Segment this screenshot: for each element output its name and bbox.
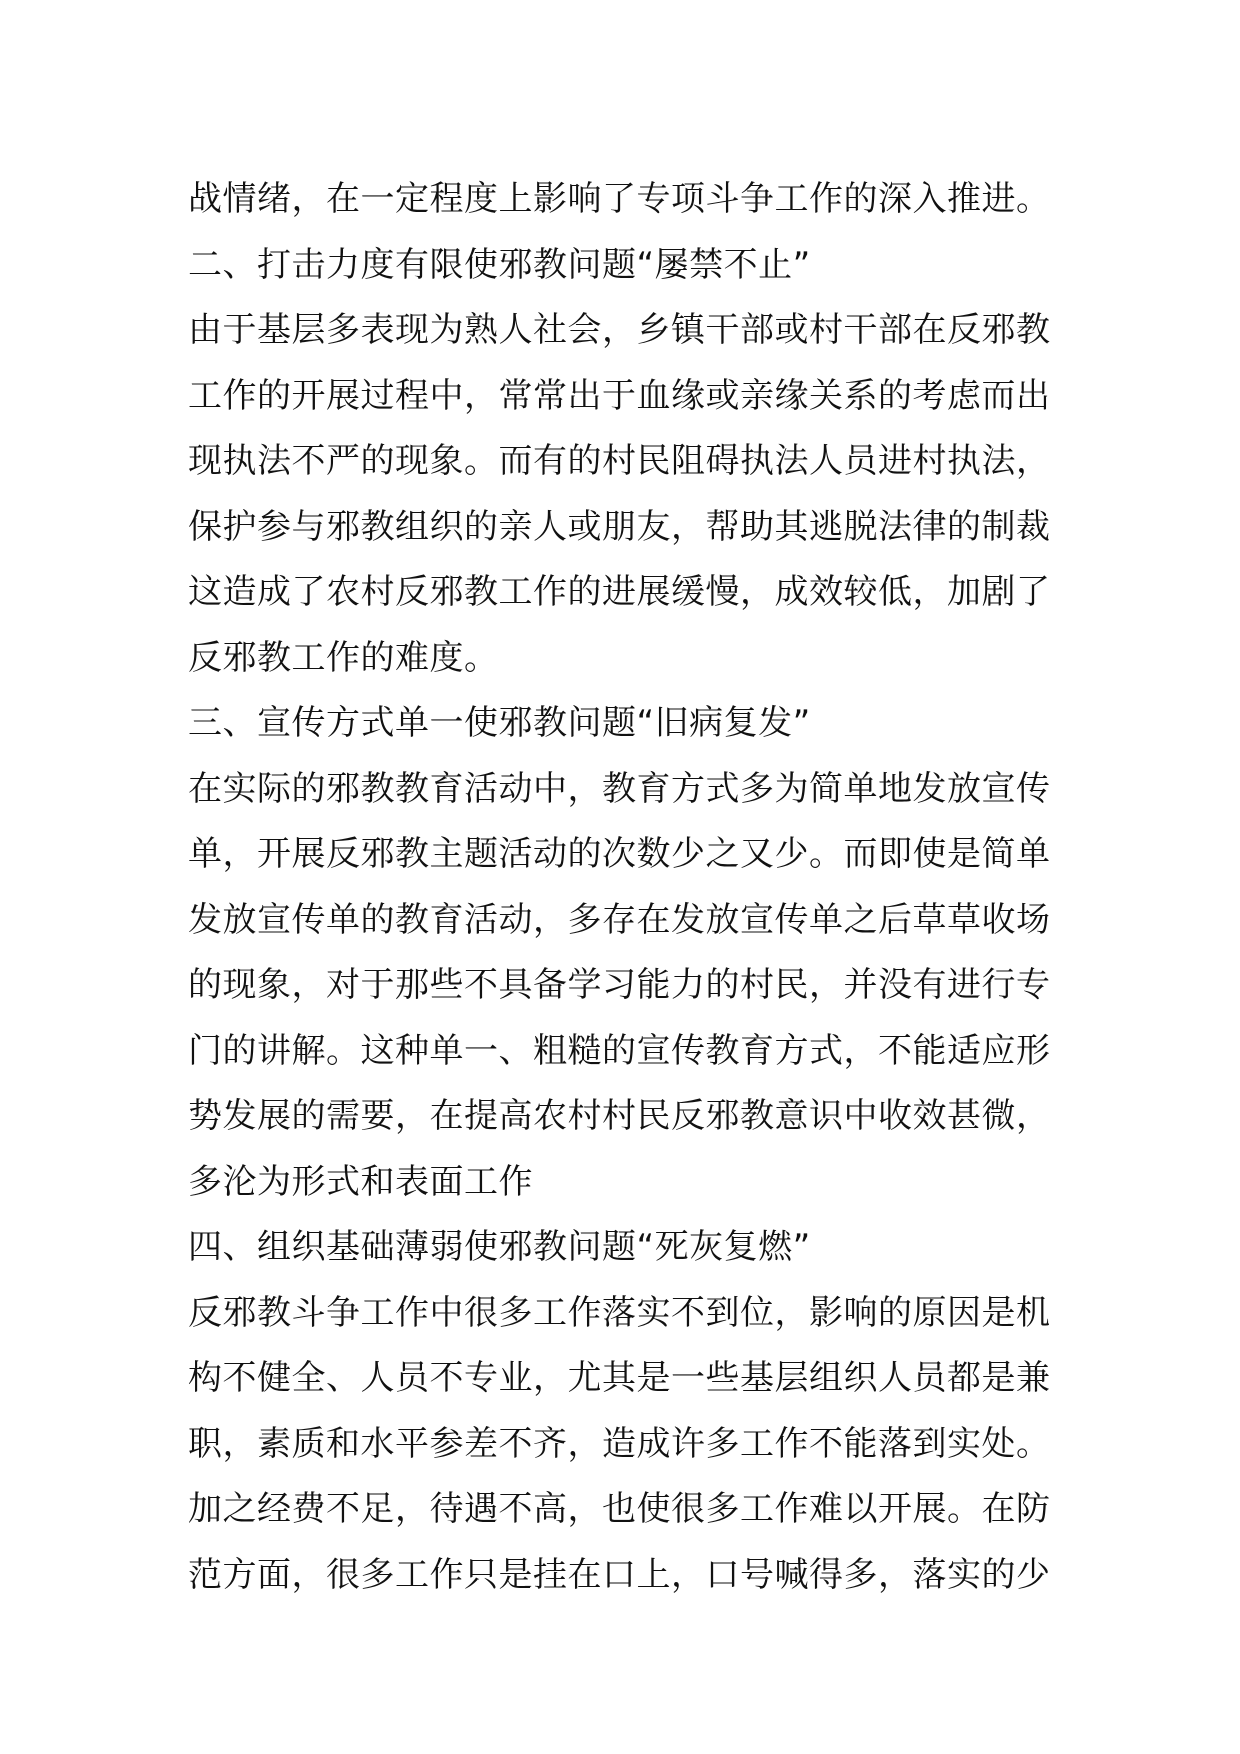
section-heading: 二、打击力度有限使邪教问题“屡禁不止” <box>188 244 811 285</box>
text-line: 加之经费不足，待遇不高，也使很多工作难以开展。在防 <box>188 1489 1051 1529</box>
text-line: 构不健全、人员不专业，尤其是一些基层组织人员都是兼 <box>188 1358 1051 1398</box>
text-line: 门的讲解。这种单一、粗糙的宣传教育方式，不能适应形 <box>188 1030 1051 1071</box>
text-line: 这造成了农村反邪教工作的进展缓慢，成效较低，加剧了 <box>188 572 1051 612</box>
text-line: 的现象，对于那些不具备学习能力的村民，并没有进行专 <box>188 965 1051 1005</box>
text-line: 工作的开展过程中，常常出于血缘或亲缘关系的考虑而出 <box>188 375 1051 416</box>
text-line: 单，开展反邪教主题活动的次数少之又少。而即使是简单 <box>188 834 1051 874</box>
text-line: 发放宣传单的教育活动，多存在发放宣传单之后草草收场 <box>188 899 1051 940</box>
text-line: 职，素质和水平参差不齐，造成许多工作不能落到实处。 <box>188 1423 1051 1464</box>
text-line: 反邪教工作的难度。 <box>188 637 499 678</box>
text-line: 现执法不严的现象。而有的村民阻碍执法人员进村执法， <box>188 441 1051 481</box>
text-line: 势发展的需要，在提高农村村民反邪教意识中收效甚微， <box>188 1096 1051 1136</box>
document-body <box>188 167 1068 1608</box>
text-line: 范方面，很多工作只是挂在口上，口号喊得多，落实的少 <box>188 1554 1051 1595</box>
text-line: 多沦为形式和表面工作 <box>188 1161 533 1202</box>
section-heading: 四、组织基础薄弱使邪教问题“死灰复燃” <box>188 1227 811 1267</box>
text-line: 战情绪，在一定程度上影响了专项斗争工作的深入推进。 <box>188 179 1051 219</box>
text-line: 反邪教斗争工作中很多工作落实不到位，影响的原因是机 <box>188 1292 1051 1333</box>
section-heading: 三、宣传方式单一使邪教问题“旧病复发” <box>188 703 811 743</box>
text-line: 保护参与邪教组织的亲人或朋友，帮助其逃脱法律的制裁 <box>188 506 1051 547</box>
text-line: 在实际的邪教教育活动中，教育方式多为简单地发放宣传 <box>188 768 1051 809</box>
text-line: 由于基层多表现为熟人社会，乡镇干部或村干部在反邪教 <box>188 310 1051 350</box>
